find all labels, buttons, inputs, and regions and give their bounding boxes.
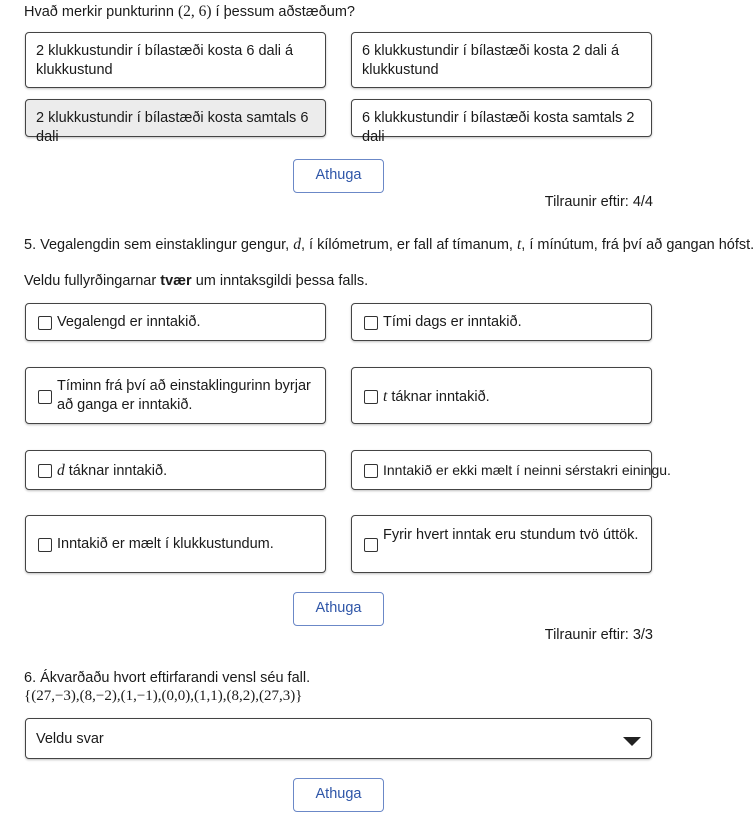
q4-option-3-label: 2 klukkustundir í bílastæði kosta samtals 6 dali bbox=[36, 110, 309, 145]
q5-option-4-var: t bbox=[383, 388, 388, 405]
checkbox-icon[interactable] bbox=[38, 316, 52, 330]
checkbox-icon[interactable] bbox=[364, 316, 378, 330]
q5-instruction-bold: tvær bbox=[160, 273, 192, 289]
q4-prompt bbox=[24, 3, 355, 21]
q6-select-value: Veldu svar bbox=[36, 731, 104, 747]
checkbox-icon[interactable] bbox=[364, 464, 378, 478]
q4-point: (2, 6) bbox=[177, 3, 212, 20]
q6-check-button[interactable]: Athuga bbox=[293, 778, 384, 812]
q5-option-3-label: Tíminn frá því að einstaklingurinn byrjar að ganga er inntakið. bbox=[57, 378, 311, 413]
q4-attempts: Tilraunir eftir: 4/4 bbox=[544, 194, 653, 210]
q5-check-button[interactable]: Athuga bbox=[293, 592, 384, 626]
q5-option-distance-input[interactable] bbox=[25, 303, 326, 341]
q5-var-t: t bbox=[516, 236, 522, 253]
q4-option-2-label: 6 klukkustundir í bílastæði kosta 2 dali á klukkustund bbox=[362, 43, 620, 78]
q5-option-6-label: Inntakið er ekki mælt í neinni sérstakri einingu. bbox=[383, 462, 671, 478]
q5-option-5-label bbox=[57, 461, 167, 481]
checkbox-icon[interactable] bbox=[38, 464, 52, 478]
q5-option-2-label: Tími dags er inntakið. bbox=[383, 314, 522, 330]
q5-option-8-label: Fyrir hvert inntak eru stundum tvö úttök. bbox=[383, 527, 639, 543]
q5-option-7-label: Inntakið er mælt í klukkustundum. bbox=[57, 536, 274, 552]
q5-instruction-a: Veldu fullyrðingarnar bbox=[24, 273, 157, 289]
q5-option-1-label: Vegalengd er inntakið. bbox=[57, 314, 201, 330]
checkbox-icon[interactable] bbox=[38, 390, 52, 404]
checkbox-icon[interactable] bbox=[364, 390, 378, 404]
q4-option-1-label: 2 klukkustundir í bílastæði kosta 6 dali á klukkustund bbox=[36, 43, 294, 78]
q4-prompt-text: Hvað merkir punkturinn bbox=[24, 4, 174, 20]
checkbox-icon[interactable] bbox=[364, 538, 378, 552]
q6-relation: {(27,−3),(8,−2),(1,−1),(0,0),(1,1),(8,2),(27,3)} bbox=[24, 688, 303, 704]
q5-var-d: d bbox=[293, 236, 301, 253]
q5-option-t-input[interactable] bbox=[351, 367, 652, 424]
q5-option-4-label bbox=[383, 387, 490, 407]
chevron-down-icon[interactable] bbox=[623, 737, 641, 746]
q5-option-5-var: d bbox=[57, 462, 65, 479]
q5-option-time-of-day[interactable] bbox=[351, 303, 652, 341]
q5-option-hours[interactable] bbox=[25, 515, 326, 573]
q5-option-d-input[interactable] bbox=[25, 450, 326, 490]
q5-prompt-c: , í mínútum, frá því að gangan hófst. bbox=[521, 237, 754, 253]
checkbox-icon[interactable] bbox=[38, 538, 52, 552]
q5-attempts: Tilraunir eftir: 3/3 bbox=[544, 627, 653, 643]
q5-prompt-a: 5. Vegalengdin sem einstaklingur gengur, bbox=[24, 237, 290, 253]
q5-instruction bbox=[24, 272, 368, 290]
q4-prompt-rest: í þessum aðstæðum? bbox=[215, 4, 355, 20]
q5-option-4-rest: táknar inntakið. bbox=[391, 389, 490, 405]
q5-prompt-b: , í kílómetrum, er fall af tímanum, bbox=[301, 237, 513, 253]
q5-option-no-unit[interactable] bbox=[351, 450, 671, 490]
q4-option-2[interactable] bbox=[351, 32, 652, 88]
q5-option-5-rest: táknar inntakið. bbox=[68, 463, 168, 479]
q5-instruction-b: um inntaksgildi þessa falls. bbox=[195, 273, 369, 289]
q5-prompt bbox=[24, 236, 754, 254]
q5-option-two-outputs[interactable] bbox=[351, 515, 652, 573]
q6-answer-select[interactable] bbox=[25, 718, 652, 759]
q4-option-4-label: 6 klukkustundir í bílastæði kosta samtals 2 dali bbox=[362, 110, 635, 145]
q4-check-button[interactable]: Athuga bbox=[293, 159, 384, 193]
q4-option-1[interactable] bbox=[25, 32, 326, 88]
q6-prompt: 6. Ákvarðaðu hvort eftirfarandi vensl séu fall. bbox=[24, 670, 311, 686]
q4-option-4[interactable] bbox=[351, 99, 652, 145]
q4-option-3[interactable] bbox=[25, 99, 326, 145]
q5-option-time-since-start[interactable] bbox=[25, 367, 326, 424]
